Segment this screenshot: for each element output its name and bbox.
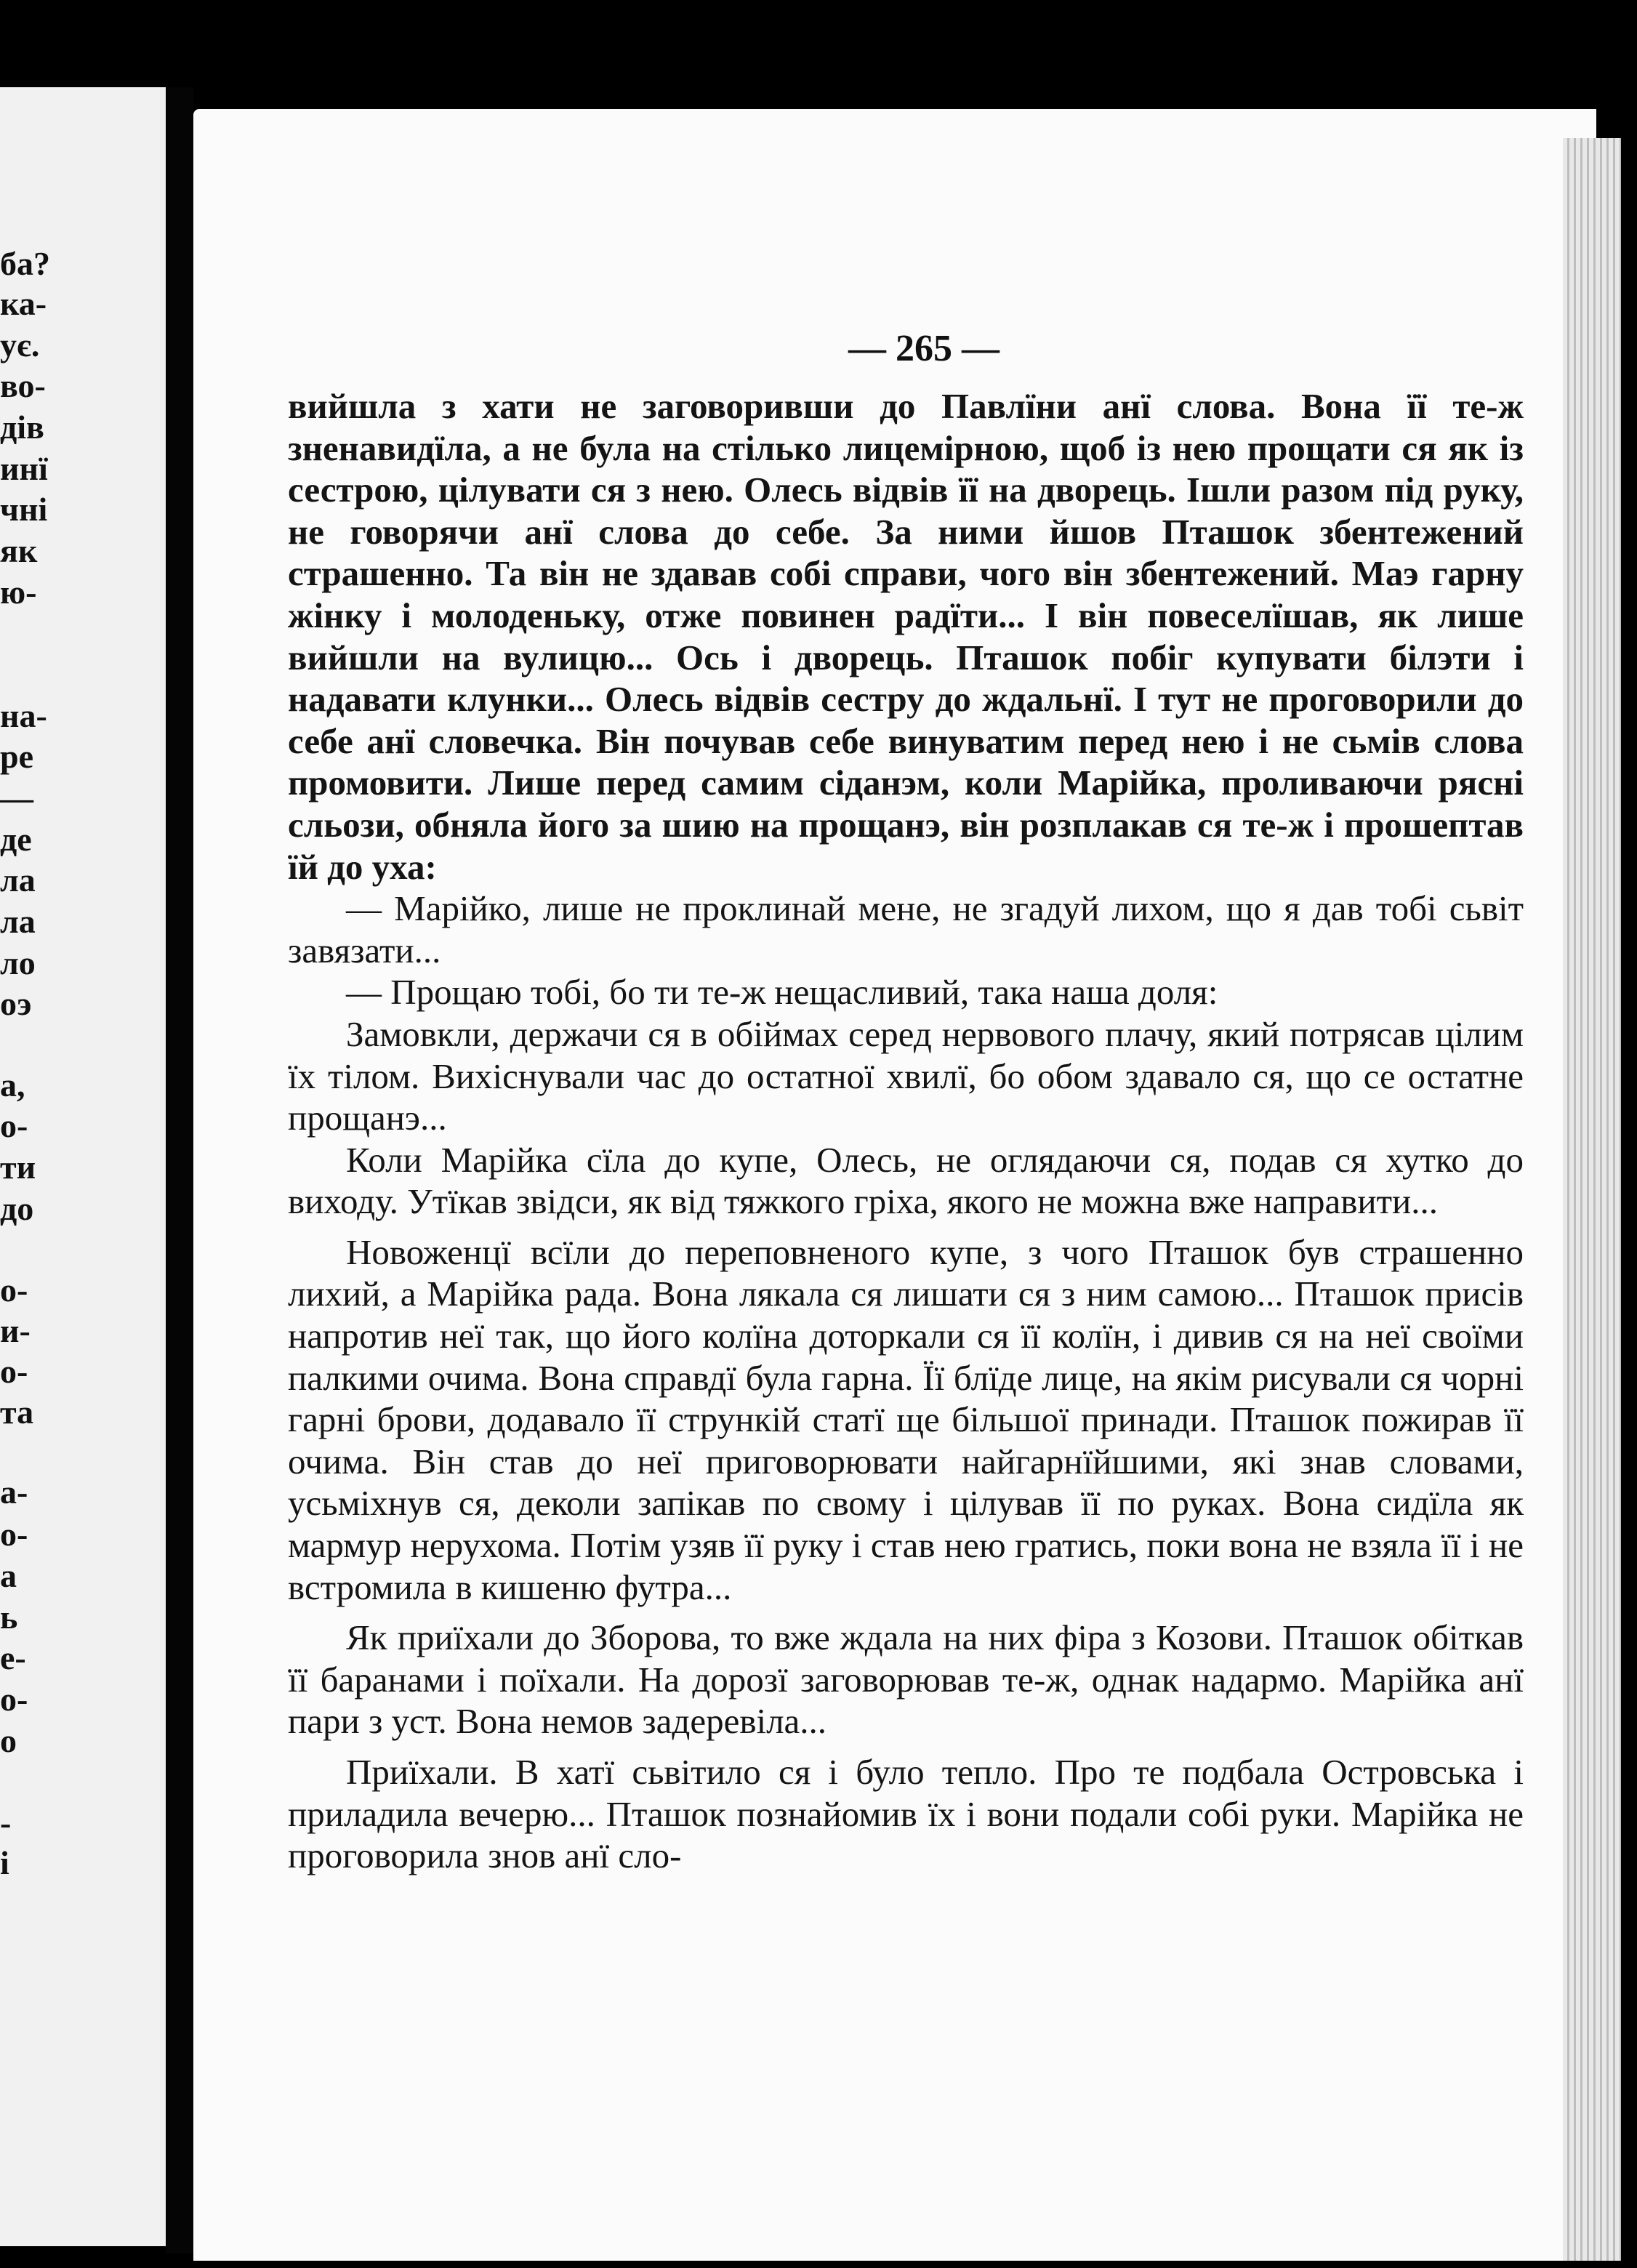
previous-page-text-fragment: та [0, 1394, 34, 1431]
book-spine [166, 87, 193, 2253]
paragraph: Замовкли, держачи ся в обіймах серед нервового плачу, який потрясав цілим їх тілом. Вихіснували час до остатної хвилї, бо обом здавало ся, що се остатне прощанэ... [288, 1013, 1524, 1138]
previous-page-text-fragment: о- [0, 1516, 28, 1553]
previous-page-text-fragment: ло [0, 944, 36, 981]
previous-page-text-fragment: о- [0, 1107, 28, 1144]
previous-page-text-fragment: во- [0, 367, 46, 404]
previous-page-text-fragment: ти [0, 1149, 36, 1186]
page-stack-edge [1563, 138, 1621, 2261]
previous-page-text-fragment: ує. [0, 326, 40, 363]
previous-page-text-fragment: о- [0, 1271, 28, 1308]
previous-page-text-fragment: а, [0, 1066, 25, 1103]
previous-page-text-fragment: е- [0, 1639, 26, 1676]
previous-page-text-fragment: до [0, 1190, 34, 1227]
previous-page-text-fragment: о- [0, 1681, 28, 1718]
previous-page-text-fragment: инї [0, 450, 48, 487]
paragraph: вийшла з хати не заговоривши до Павлїни анї слова. Вона її те-ж зненавидїла, а не була на стілько лицемірною, щоб із нею прощати ся як із сестрою, цілувати ся з нею. Олесь відвів її на дворець. Ішли разом під руку, не говорячи анї слова до себе. За ними йшов Пташок збентежений страшенно. Та він не здавав собі справи, чого він збентежений. Маэ гарну жінку і молоденьку, отже повинен радїти... І він повеселїшав, як лише вийшли на вулицю... Ось і дворець. Пташок побіг купувати білэти і надавати клунки... Олесь відвів сестру до ждальнї. І тут не проговорили до себе анї словечка. Він почував себе винуватим перед нею і не сьмів слова промовити. Лише перед самим сіданэм, коли Марійка, проливаючи рясні сльози, обняла його за шию на прощанэ, він розплакав ся те-ж і прошептав їй до уха: [288, 386, 1524, 887]
paragraph: Новоженцї всїли до переповненого купе, з чого Пташок був страшенно лихий, а Марійка рада. Вона лякала ся лишати ся з ним самою... Пташок присів напротив неї так, що його колїна доторкали ся її колїн, і дивив ся на неї своїми палкими очима. Вона справдї була гарна. Її блїде лице, на якім рисували ся чорні гарні брови, додавало її стрункій статї ще більшої принади. Пташок пожирав її очима. Він став до неї приговорювати найгарнїйшими, які знав словами, усьміхнув ся, деколи запікав по свому і цілував її по руках. Вона сидїла як мармур нерухома. Потім узяв її руку і став нею гратись, поки вона не взяла її і не встромила в кишеню футра... [288, 1231, 1524, 1607]
paragraph: — Прощаю тобі, бо ти те-ж нещасливий, така наша доля: [346, 972, 1218, 1013]
paragraph: Приїхали. В хатї сьвітило ся і було тепло. Про те подбала Островська і приладила вечерю... Пташок познайомив їх і вони подали собі руки. Марійка не проговорила знов анї сло- [288, 1752, 1524, 1876]
previous-page-text-fragment: і [0, 1844, 9, 1881]
page-text [288, 385, 1524, 1877]
previous-page-text-fragment: а- [0, 1473, 28, 1511]
previous-page-text-fragment: ре [0, 738, 33, 775]
previous-page-text-fragment: ка- [0, 285, 47, 322]
book-page [193, 109, 1596, 2261]
previous-page-text-fragment: дів [0, 409, 44, 446]
previous-page-text-fragment: чні [0, 491, 48, 528]
previous-page-text-fragment: - [0, 1804, 12, 1841]
page-number: — 265 — [848, 328, 1000, 369]
previous-page-text-fragment: о [0, 1722, 17, 1759]
previous-page-text-fragment: а [0, 1557, 17, 1594]
previous-page-text-fragment: на- [0, 697, 47, 734]
previous-page-fragment [0, 87, 166, 2246]
paragraph: — Марійко, лише не проклинай мене, не згадуй лихом, що я дав тобі сьвіт завязати... [288, 888, 1524, 970]
previous-page-text-fragment: ба? [0, 245, 50, 282]
previous-page-text-fragment: оэ [0, 985, 32, 1022]
previous-page-text-fragment: ла [0, 861, 36, 898]
paragraph: Коли Марійка сїла до купе, Олесь, не оглядаючи ся, подав ся хутко до виходу. Утїкав звідси, як від тяжкого гріха, якого не можна вже направити... [288, 1139, 1524, 1222]
previous-page-text-fragment: — [0, 779, 33, 816]
previous-page-text-fragment: и- [0, 1312, 31, 1349]
previous-page-text-fragment: ла [0, 903, 36, 940]
previous-page-text-fragment: ь [0, 1599, 18, 1636]
paragraph: Як приїхали до Зборова, то вже ждала на них фіра з Козови. Пташок обіткав її баранами і поїхали. На дорозї заговорював те-ж, однак надармо. Марійка анї пари з уст. Вона немов задеревіла... [288, 1617, 1524, 1742]
previous-page-text-fragment: ю- [0, 574, 37, 611]
previous-page-text-fragment: як [0, 532, 38, 569]
previous-page-text-fragment: о- [0, 1353, 28, 1390]
previous-page-text-fragment: де [0, 821, 32, 858]
